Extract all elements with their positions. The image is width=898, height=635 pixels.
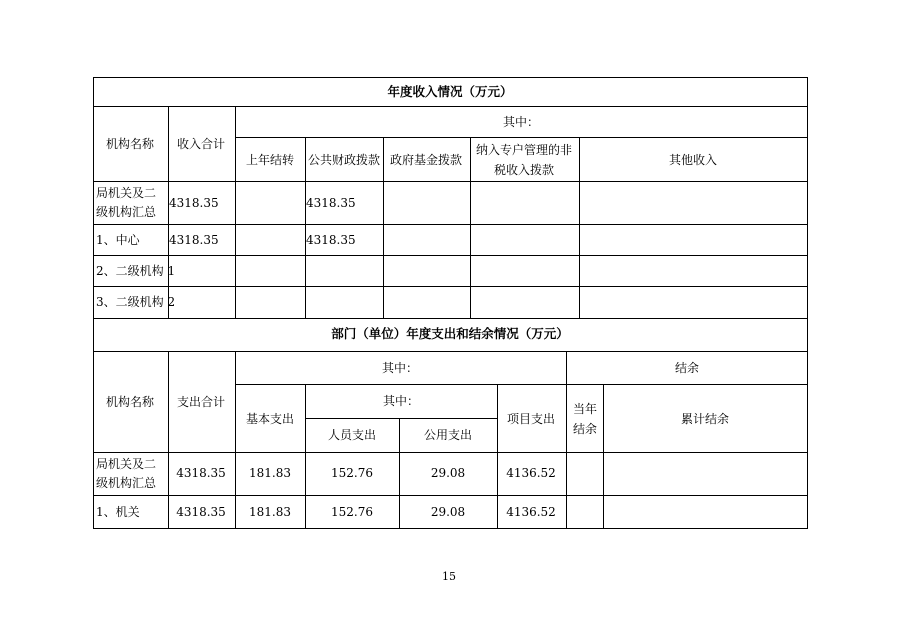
income-header-total: 收入合计 [176, 137, 226, 151]
expense-row-summary-basic: 181.83 [249, 466, 291, 480]
expense-header-basic: 基本支出 [245, 412, 295, 426]
expense-row-office-basic: 181.83 [249, 505, 291, 519]
expense-row-summary-total: 4318.35 [176, 466, 226, 480]
income-row-center-public-finance: 4318.35 [306, 233, 356, 247]
expense-header-current-line1: 当年 [572, 402, 598, 416]
expense-header-of-which-2: 其中： [382, 394, 420, 408]
expense-row-office-public: 29.08 [430, 505, 466, 519]
income-header-org: 机构名称 [105, 137, 155, 151]
income-row-sub1-org: 2、二级机构 1 [96, 264, 176, 278]
income-row-center-total: 4318.35 [169, 233, 219, 247]
expense-row-office-personnel: 152.76 [331, 505, 373, 519]
expense-header-public: 公用支出 [423, 428, 473, 442]
expense-row-office-org: 1、机关 [96, 505, 140, 519]
expense-row-office-project: 4136.52 [506, 505, 556, 519]
expense-table-title: 部门（单位）年度支出和结余情况（万元） [331, 326, 569, 341]
expense-header-personnel: 人员支出 [327, 428, 377, 442]
income-header-nontax-line2: 税收入拨款 [493, 163, 555, 177]
income-row-sub2-org: 3、二级机构 2 [96, 295, 176, 309]
expense-header-cumulative: 累计结余 [680, 412, 730, 426]
income-header-gov-fund: 政府基金拨款 [389, 153, 463, 167]
expense-header-current-line2: 结余 [572, 422, 598, 436]
income-header-carryover: 上年结转 [245, 153, 295, 167]
page-number: 15 [442, 570, 456, 583]
income-row-summary-public-finance: 4318.35 [306, 196, 356, 210]
income-table-title: 年度收入情况（万元） [387, 84, 513, 99]
income-row-summary-total: 4318.35 [169, 196, 219, 210]
expense-header-total: 支出合计 [176, 395, 226, 409]
income-header-nontax-line1: 纳入专户管理的非 [475, 143, 573, 157]
income-header-other: 其他收入 [668, 153, 718, 167]
expense-row-summary-project: 4136.52 [506, 466, 556, 480]
income-row-summary-org-line2: 级机构汇总 [96, 205, 157, 219]
income-header-of-which: 其中： [502, 115, 540, 129]
expense-row-summary-org-line2: 级机构汇总 [96, 476, 157, 490]
expense-header-balance: 结余 [674, 361, 700, 375]
expense-row-office-total: 4318.35 [176, 505, 226, 519]
expense-row-summary-public: 29.08 [430, 466, 466, 480]
income-row-center-org: 1、中心 [96, 233, 140, 247]
expense-row-summary-org-line1: 局机关及二 [96, 457, 157, 471]
income-row-summary-org-line1: 局机关及二 [96, 186, 157, 200]
expense-header-org: 机构名称 [105, 395, 155, 409]
expense-header-of-which: 其中： [381, 361, 419, 375]
expense-row-summary-personnel: 152.76 [331, 466, 373, 480]
income-header-public-finance: 公共财政拨款 [307, 153, 381, 167]
expense-header-project: 项目支出 [506, 412, 556, 426]
